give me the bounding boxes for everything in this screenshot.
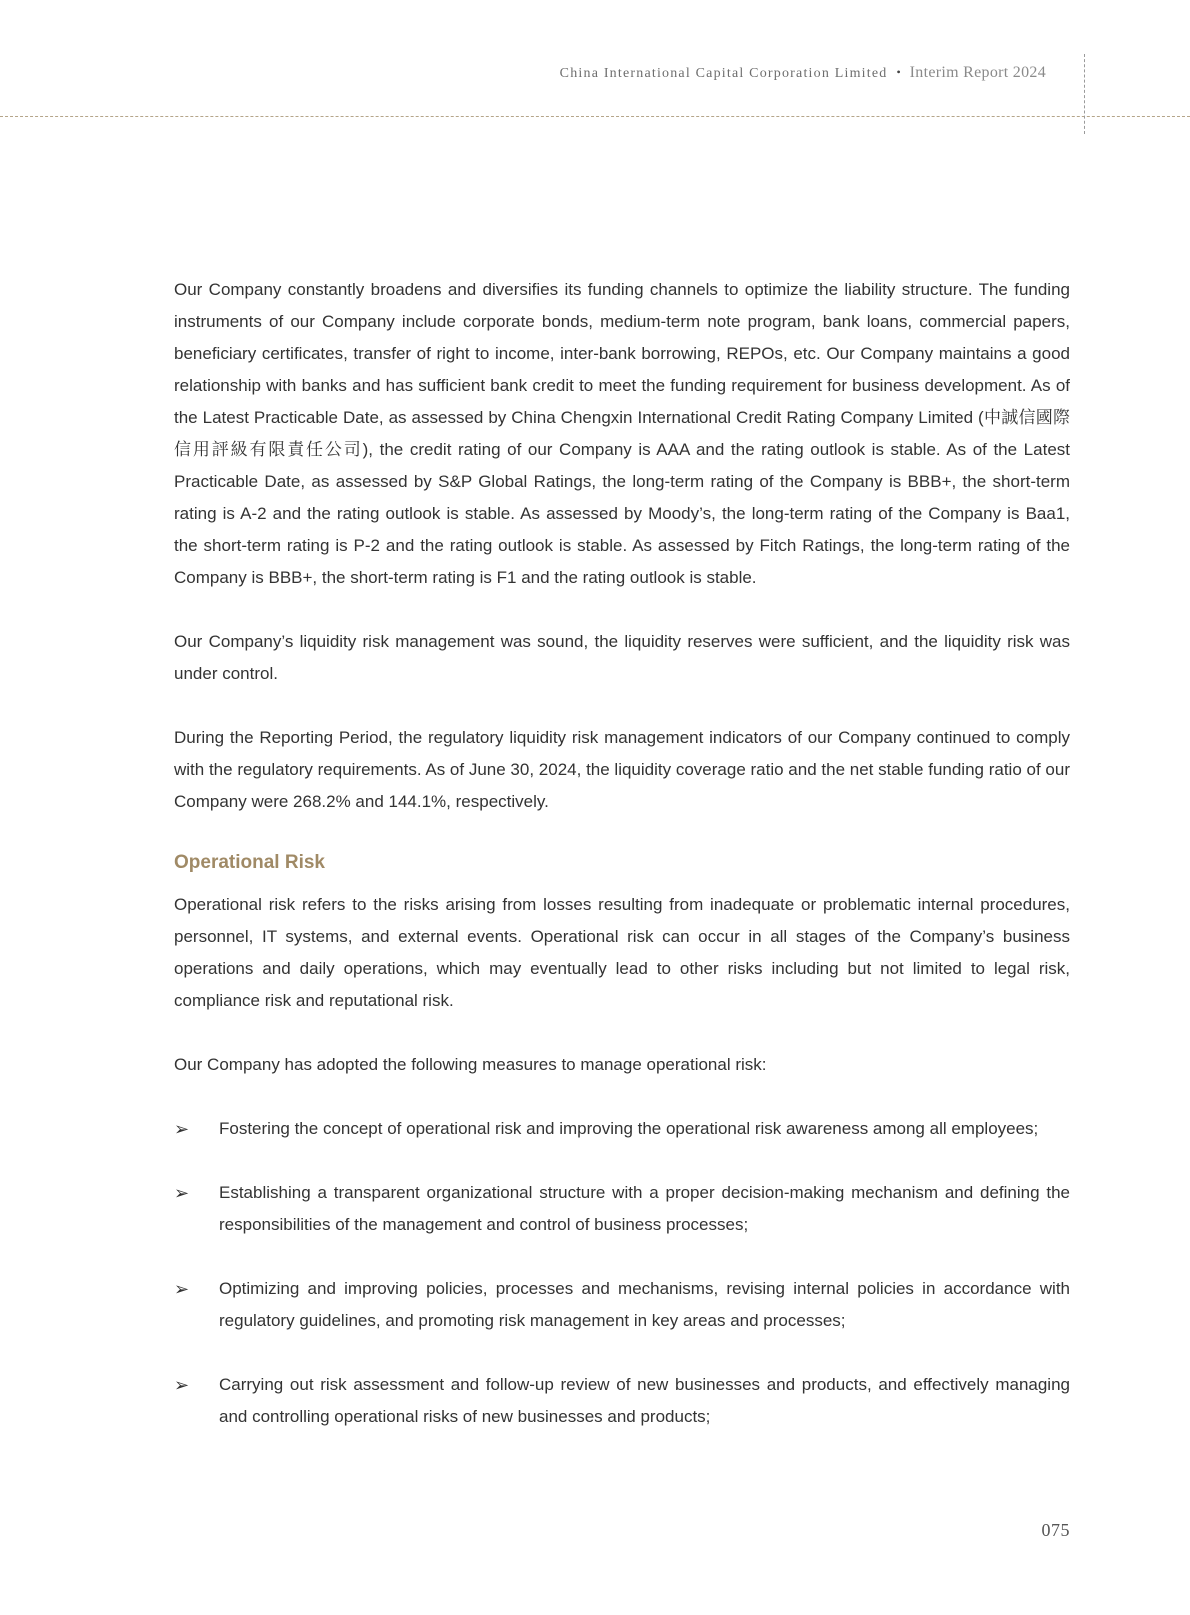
paragraph-operational-risk-definition: Operational risk refers to the risks arising from losses resulting from inadequate or problematic internal procedures, personnel, IT systems, and external events. Operational risk can occur in all stages of the Company’s business operations and daily operations, which may eventually lead to other risks including but not limited to legal risk, compliance risk and reputational risk. (174, 895, 1070, 1010)
header-company-name: China International Capital Corporation Limited (559, 66, 888, 81)
list-item-text: Fostering the concept of operational risk and improving the operational risk awareness among all employees; (219, 1119, 1039, 1138)
list-item (174, 1369, 1070, 1433)
measures-list (174, 1113, 1070, 1433)
list-item (174, 1273, 1070, 1337)
section-heading-operational-risk: Operational Risk (174, 852, 325, 873)
list-item (174, 1177, 1070, 1241)
paragraph-funding-channels: Our Company constantly broadens and diversifies its funding channels to optimize the liability structure. The funding instruments of our Company include corporate bonds, medium-term note program, bank loans, commercial papers, beneficiary certificates, transfer of right to income, inter-bank borrowing, REPOs, etc. Our Company maintains a good relationship with banks and has sufficient bank credit to meet the funding requirement for business development. As of the Latest Practicable Date, as assessed by China Chengxin International Credit Rating Company Limited (中誠信國際信用評級有限責任公司), the credit rating of our Company is AAA and the rating outlook is stable. As of the Latest Practicable Date, as assessed by S&P Global Ratings, the long-term rating of the Company is BBB+, the short-term rating is A-2 and the rating outlook is stable. As assessed by Moody’s, the long-term rating of the Company is Baa1, the short-term rating is P-2 and the rating outlook is stable. As assessed by Fitch Ratings, the long-term rating of the Company is BBB+, the short-term rating is F1 and the rating outlook is stable. (174, 280, 1070, 587)
main-content (174, 274, 1070, 1433)
arrow-bullet-icon: ➢ (174, 1183, 190, 1203)
list-item-text: Establishing a transparent organizational structure with a proper decision-making mechanism and defining the responsibilities of the management and control of business processes; (219, 1183, 1070, 1234)
paragraph-measures-intro: Our Company has adopted the following measures to manage operational risk: (174, 1055, 767, 1074)
page-number: 075 (1041, 1520, 1070, 1540)
list-item-text: Optimizing and improving policies, processes and mechanisms, revising internal policies in accordance with regulatory guidelines, and promoting risk management in key areas and processes; (219, 1279, 1070, 1330)
header-separator: • (896, 65, 901, 79)
arrow-bullet-icon: ➢ (174, 1119, 190, 1139)
list-item (174, 1113, 1070, 1145)
header-vertical-tick (1084, 54, 1085, 134)
arrow-bullet-icon: ➢ (174, 1375, 190, 1395)
paragraph-liquidity-management: Our Company’s liquidity risk management was sound, the liquidity reserves were sufficient, and the liquidity risk was under control. (174, 632, 1070, 683)
header-dashed-rule (0, 116, 1190, 117)
paragraph-regulatory-indicators: During the Reporting Period, the regulatory liquidity risk management indicators of our Company continued to comply with the regulatory requirements. As of June 30, 2024, the liquidity coverage ratio and the net stable funding ratio of our Company were 268.2% and 144.1%, respectively. (174, 728, 1070, 811)
header-report-title: Interim Report 2024 (909, 64, 1046, 81)
running-header (560, 64, 1046, 82)
arrow-bullet-icon: ➢ (174, 1279, 190, 1299)
list-item-text: Carrying out risk assessment and follow-up review of new businesses and products, and effectively managing and controlling operational risks of new businesses and products; (219, 1375, 1070, 1426)
